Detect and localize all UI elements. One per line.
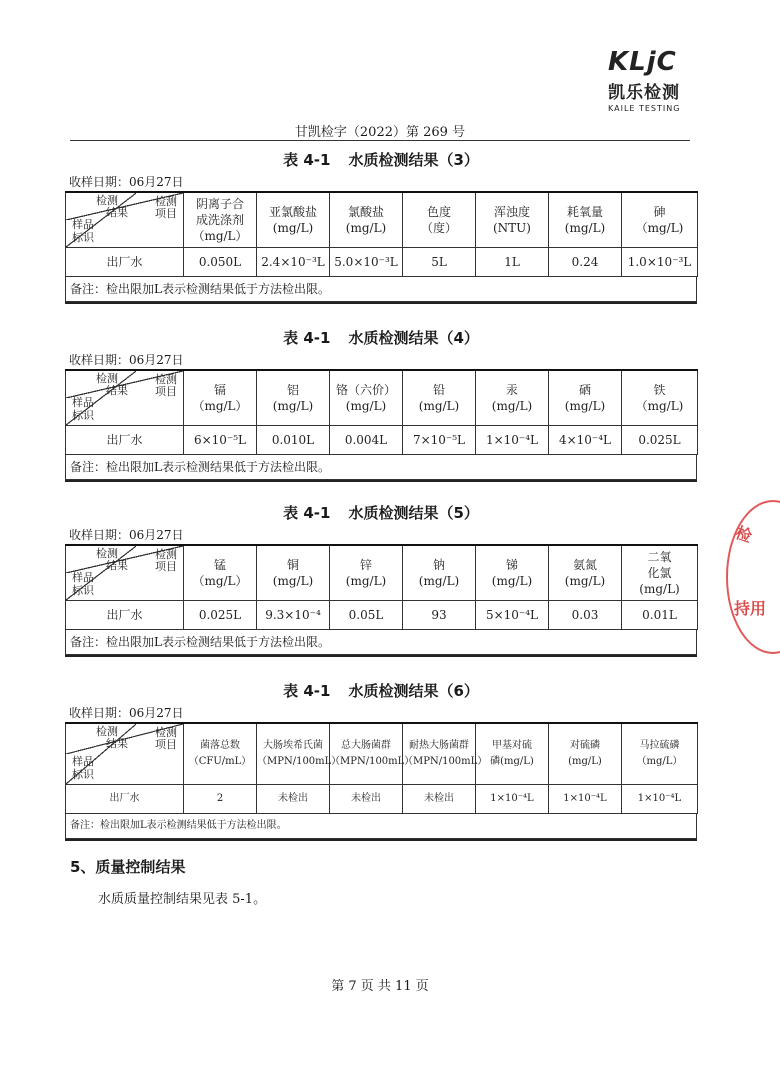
column-header-line: (mg/L) <box>272 399 314 413</box>
diagonal-header-cell <box>66 545 184 601</box>
result-value: 7×10⁻⁵L <box>403 426 476 455</box>
column-header-line: 化氯 <box>647 566 672 580</box>
column-header-line: 铅 <box>432 383 445 397</box>
diagonal-label: 样品 <box>72 571 94 584</box>
result-value: 4×10⁻⁴L <box>549 426 622 455</box>
table-section-5 <box>65 500 697 657</box>
result-value: 1×10⁻⁴L <box>622 785 698 814</box>
column-header-line: 氯酸盐 <box>347 205 384 219</box>
stamp-text-top: 检 <box>732 522 755 547</box>
column-header-line: 浑浊度 <box>493 205 530 219</box>
receive-date: 收样日期：06月27日 <box>69 353 184 367</box>
table-row <box>66 426 698 455</box>
diagonal-label: 检测 <box>96 194 118 207</box>
column-header-line: （MPN/100mL） <box>330 756 415 767</box>
column-header-line: （MPN/100mL） <box>403 756 488 767</box>
column-header <box>184 192 257 248</box>
column-header <box>257 545 330 601</box>
diagonal-header-cell <box>66 192 184 248</box>
column-header <box>403 192 476 248</box>
result-value: 0.025L <box>622 426 698 455</box>
column-header-line: （mg/L） <box>636 756 683 767</box>
table-title-text: 水质检测结果（5） <box>348 504 479 522</box>
column-header <box>330 723 415 785</box>
column-header <box>403 370 476 426</box>
diagonal-label: 检测 <box>96 547 118 560</box>
logo-chinese-name: 凯乐检测 <box>608 83 680 103</box>
result-value: 0.03 <box>549 601 622 630</box>
logo-english-name: KAILE TESTING <box>608 104 681 113</box>
table-row <box>66 601 698 630</box>
column-header-line: （mg/L) <box>635 399 684 413</box>
column-header <box>330 370 403 426</box>
result-table <box>65 369 698 455</box>
diagonal-header-cell <box>66 370 184 426</box>
column-header-line: 钠 <box>432 558 445 572</box>
diagonal-label: 项目 <box>155 560 177 573</box>
diagonal-label: 结果 <box>106 384 128 397</box>
section-rule <box>65 655 697 657</box>
column-header <box>257 192 330 248</box>
diagonal-label: 检测 <box>155 373 177 386</box>
result-value: 0.05L <box>330 601 403 630</box>
result-table <box>65 544 698 630</box>
column-header-line: 铝 <box>286 383 299 397</box>
column-header-line: 汞 <box>505 383 518 397</box>
diagonal-label: 结果 <box>106 206 128 219</box>
result-value: 0.004L <box>330 426 403 455</box>
column-header-line: 总大肠菌群 <box>341 740 391 751</box>
table-title <box>65 147 697 173</box>
column-header-line: （CFU/mL） <box>188 756 252 767</box>
diagonal-label: 结果 <box>106 737 128 750</box>
column-header-line: (mg/L) <box>418 399 460 413</box>
diagonal-label: 检测 <box>155 195 177 208</box>
column-header-line: (mg/L) <box>639 582 680 596</box>
diagonal-label: 标识 <box>72 409 94 422</box>
column-header <box>403 545 476 601</box>
column-header-line: （mg/L） <box>192 399 248 413</box>
receive-date: 收样日期：06月27日 <box>69 528 184 542</box>
stamp-text-bottom: 持用 <box>734 599 767 618</box>
diagonal-label: 项目 <box>155 738 177 751</box>
column-header-line: (mg/L) <box>568 756 602 767</box>
diagonal-label: 结果 <box>106 559 128 572</box>
result-value: 1×10⁻⁴L <box>549 785 622 814</box>
column-header <box>184 545 257 601</box>
column-header-line: 马拉硫磷 <box>639 740 680 751</box>
result-value: 93 <box>403 601 476 630</box>
diagonal-label: 样品 <box>72 396 94 409</box>
sample-name: 出厂水 <box>66 785 184 814</box>
column-header-line: 锑 <box>505 558 518 572</box>
result-value: 5×10⁻⁴L <box>476 601 549 630</box>
result-value: 1L <box>476 248 549 277</box>
column-header-line: 铜 <box>286 558 299 572</box>
result-value: 2.4×10⁻³L <box>257 248 330 277</box>
column-header <box>184 370 257 426</box>
column-header-line: (mg/L) <box>564 574 606 588</box>
column-header <box>330 545 403 601</box>
column-header-line: (NTU) <box>493 221 531 235</box>
column-header-line: 菌落总数 <box>200 740 240 751</box>
column-header-line: (mg/L) <box>345 574 387 588</box>
column-header-line: (mg/L) <box>272 221 314 235</box>
table-title <box>65 500 697 526</box>
column-header-line: (mg/L) <box>491 574 533 588</box>
table-number: 表 4-1 <box>283 504 331 522</box>
column-header <box>257 723 342 785</box>
column-header <box>184 723 257 785</box>
result-value: 0.025L <box>184 601 257 630</box>
company-logo <box>608 48 688 113</box>
column-header-line: 对硫磷 <box>570 740 600 751</box>
table-title-text: 水质检测结果（6） <box>348 682 479 700</box>
table-note: 备注：检出限加L表示检测结果低于方法检出限。 <box>65 277 697 302</box>
quality-control-heading: 5、质量控制结果 <box>70 858 186 876</box>
table-title-text: 水质检测结果（3） <box>348 151 479 169</box>
diagonal-label: 检测 <box>155 726 177 739</box>
column-header-line: (mg/L) <box>345 399 387 413</box>
column-header <box>257 370 330 426</box>
column-header-line: 甲基对硫 <box>492 740 532 751</box>
column-header-line: （MPN/100mL） <box>257 756 342 767</box>
table-title-text: 水质检测结果（4） <box>348 329 479 347</box>
diagonal-label: 项目 <box>155 207 177 220</box>
column-header <box>622 192 698 248</box>
table-note: 备注：检出限加L表示检测结果低于方法检出限。 <box>65 630 697 655</box>
diagonal-label: 样品 <box>72 755 94 768</box>
column-header <box>622 723 698 785</box>
table-row <box>66 785 698 814</box>
column-header-line: 二氧 <box>647 550 672 564</box>
column-header-line: (mg/L) <box>491 399 533 413</box>
table-row <box>66 248 698 277</box>
column-header <box>549 545 622 601</box>
column-header-line: (mg/L) <box>345 221 387 235</box>
red-seal-stamp <box>726 500 780 654</box>
result-value: 5.0×10⁻³L <box>330 248 403 277</box>
column-header <box>476 370 549 426</box>
column-header <box>549 370 622 426</box>
column-header-line: (mg/L) <box>564 399 606 413</box>
column-header-line: 成洗涤剂 <box>195 213 244 227</box>
result-table <box>65 191 698 277</box>
column-header-line: （度） <box>420 221 457 235</box>
column-header <box>330 192 403 248</box>
header-rule <box>70 140 690 141</box>
table-section-3 <box>65 147 697 304</box>
column-header <box>476 545 549 601</box>
column-header-line: 砷 <box>653 205 666 219</box>
result-value: 5L <box>403 248 476 277</box>
diagonal-label: 检测 <box>155 548 177 561</box>
section-rule <box>65 302 697 304</box>
column-header <box>622 370 698 426</box>
result-value: 0.01L <box>622 601 698 630</box>
table-section-6 <box>65 678 697 841</box>
sample-name: 出厂水 <box>66 426 184 455</box>
diagonal-label: 标识 <box>72 768 94 781</box>
result-value: 2 <box>184 785 257 814</box>
result-value: 1×10⁻⁴L <box>476 426 549 455</box>
column-header-line: 铬（六价） <box>335 383 396 397</box>
diagonal-label: 项目 <box>155 385 177 398</box>
column-header-line: 锰 <box>213 558 226 572</box>
column-header-line: 亚氯酸盐 <box>268 205 317 219</box>
column-header-line: （mg/L) <box>635 221 684 235</box>
diagonal-label: 标识 <box>72 584 94 597</box>
table-title <box>65 678 697 704</box>
column-header <box>549 723 622 785</box>
table-number: 表 4-1 <box>283 151 331 169</box>
column-header-line: （mg/L） <box>192 574 248 588</box>
section-rule <box>65 480 697 482</box>
diagonal-label: 检测 <box>96 725 118 738</box>
column-header-line: 阴离子合 <box>195 197 244 211</box>
column-header <box>476 192 549 248</box>
sample-name: 出厂水 <box>66 601 184 630</box>
receive-date: 收样日期：06月27日 <box>69 175 184 189</box>
result-value: 1.0×10⁻³L <box>622 248 698 277</box>
section-rule <box>65 839 697 841</box>
column-header <box>403 723 488 785</box>
table-note: 备注：检出限加L表示检测结果低于方法检出限。 <box>65 814 697 839</box>
table-number: 表 4-1 <box>283 682 331 700</box>
column-header-line: 铁 <box>653 383 666 397</box>
result-table <box>65 722 698 814</box>
result-value: 9.3×10⁻⁴ <box>257 601 330 630</box>
table-number: 表 4-1 <box>283 329 331 347</box>
column-header-line: 耐热大肠菌群 <box>409 740 469 751</box>
result-value: 未检出 <box>403 785 476 814</box>
column-header-line: 镉 <box>213 383 226 397</box>
result-value: 6×10⁻⁵L <box>184 426 257 455</box>
column-header-line: (mg/L) <box>272 574 314 588</box>
column-header-line: 磷(mg/L) <box>490 756 534 767</box>
result-value: 未检出 <box>330 785 403 814</box>
diagonal-header-cell <box>66 723 184 785</box>
result-value: 1×10⁻⁴L <box>476 785 549 814</box>
page-footer: 第 7 页 共 11 页 <box>331 979 429 994</box>
column-header-line: (mg/L) <box>564 221 606 235</box>
diagonal-label: 检测 <box>96 372 118 385</box>
column-header-line: 耗氧量 <box>566 205 603 219</box>
sample-name: 出厂水 <box>66 248 184 277</box>
logo-mark: KLjC <box>608 47 677 77</box>
table-title <box>65 325 697 351</box>
column-header-line: 氨氮 <box>572 558 597 572</box>
column-header-line: 大肠埃希氏菌 <box>263 740 323 751</box>
result-value: 0.24 <box>549 248 622 277</box>
table-note: 备注：检出限加L表示检测结果低于方法检出限。 <box>65 455 697 480</box>
column-header-line: （mg/L） <box>192 229 248 243</box>
document-number: 甘凯检字（2022）第 269 号 <box>294 125 466 140</box>
diagonal-label: 样品 <box>72 218 94 231</box>
column-header <box>549 192 622 248</box>
result-value: 0.050L <box>184 248 257 277</box>
column-header <box>476 723 549 785</box>
result-value: 未检出 <box>257 785 330 814</box>
diagonal-label: 标识 <box>72 231 94 244</box>
column-header <box>622 545 698 601</box>
column-header-line: 锌 <box>359 558 372 572</box>
quality-control-text: 水质质量控制结果见表 5-1。 <box>98 892 267 907</box>
table-section-4 <box>65 325 697 482</box>
column-header-line: 色度 <box>426 205 451 219</box>
result-value: 0.010L <box>257 426 330 455</box>
receive-date: 收样日期：06月27日 <box>69 706 184 720</box>
column-header-line: (mg/L) <box>418 574 460 588</box>
column-header-line: 硒 <box>578 383 591 397</box>
